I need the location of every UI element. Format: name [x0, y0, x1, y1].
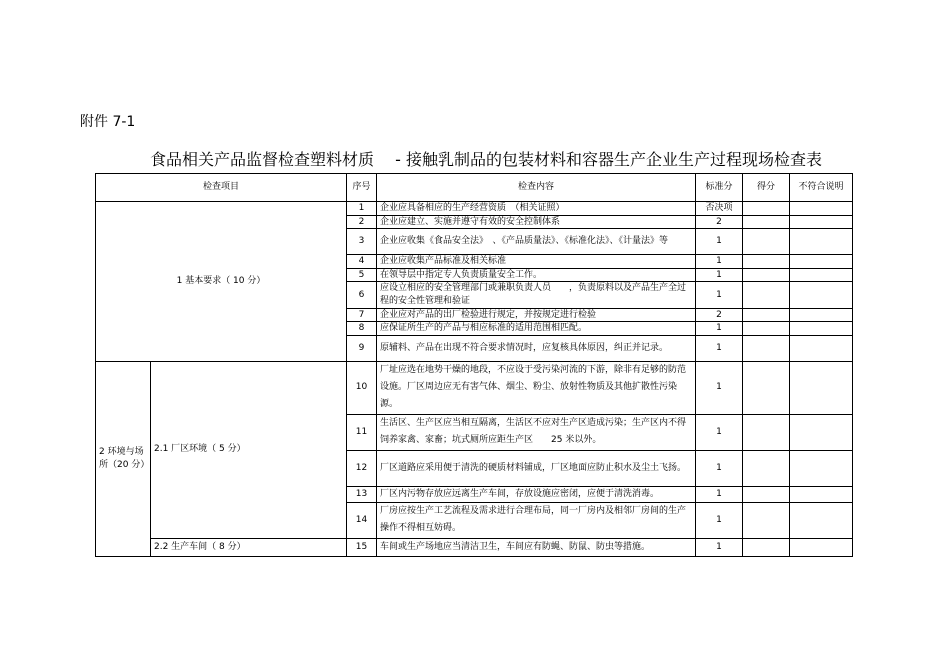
- row-standard-score: 1: [696, 322, 743, 336]
- row-note-cell[interactable]: [790, 450, 853, 486]
- row-number: 11: [347, 414, 377, 450]
- row-number: 15: [347, 538, 377, 556]
- section-basic-requirements: 1 基本要求（ 10 分）: [96, 202, 347, 362]
- header-standard-score: 标准分: [696, 174, 743, 202]
- row-content: 企业应收集产品标准及相关标准: [377, 255, 696, 269]
- header-item: 检查项目: [96, 174, 347, 202]
- header-content: 检查内容: [377, 174, 696, 202]
- row-content: 企业应收集《食品安全法》 、《产品质量法》、《标准化法》、《计量法》等: [377, 229, 696, 255]
- row-standard-score: 1: [696, 282, 743, 308]
- table-row: [96, 202, 853, 216]
- row-number: 14: [347, 502, 377, 538]
- row-number: 1: [347, 202, 377, 216]
- row-score-cell[interactable]: [743, 538, 790, 556]
- row-score-cell[interactable]: [743, 335, 790, 361]
- row-note-cell[interactable]: [790, 308, 853, 322]
- row-score-cell[interactable]: [743, 255, 790, 269]
- row-note-cell[interactable]: [790, 538, 853, 556]
- row-standard-score: 1: [696, 335, 743, 361]
- row-content: 生活区、生产区应当相互隔离，生活区不应对生产区造成污染；生产区内不得饲养家禽、家畜；坑式厕所应距生产区 25 米以外。: [377, 414, 696, 450]
- row-content: 原辅料、产品在出现不符合要求情况时，应复核具体原因，纠正并记录。: [377, 335, 696, 361]
- row-content: 厂房应按生产工艺流程及需求进行合理布局，同一厂房内及相邻厂房间的生产操作不得相互妨碍。: [377, 502, 696, 538]
- row-score-cell[interactable]: [743, 502, 790, 538]
- header-score: 得分: [743, 174, 790, 202]
- row-content: 在领导层中指定专人负责质量安全工作。: [377, 268, 696, 282]
- row-content: 厂址应选在地势干燥的地段，不应设于受污染河流的下游，除非有足够的防范设施。厂区周边应无有害气体、烟尘、粉尘、放射性物质及其他扩散性污染源。: [377, 361, 696, 414]
- row-standard-score: 1: [696, 229, 743, 255]
- row-note-cell[interactable]: [790, 282, 853, 308]
- row-standard-score: 1: [696, 414, 743, 450]
- row-score-cell[interactable]: [743, 308, 790, 322]
- row-number: 12: [347, 450, 377, 486]
- row-content: 厂区内污物存放应远离生产车间，存放设施应密闭，应便于清洗消毒。: [377, 486, 696, 502]
- row-number: 3: [347, 229, 377, 255]
- row-content: 厂区道路应采用便于清洗的硬质材料铺成，厂区地面应防止积水及尘土飞扬。: [377, 450, 696, 486]
- row-note-cell[interactable]: [790, 202, 853, 216]
- row-score-cell[interactable]: [743, 268, 790, 282]
- row-content: 企业应对产品的出厂检验进行规定，并按规定进行检验: [377, 308, 696, 322]
- row-number: 9: [347, 335, 377, 361]
- annex-label: 附件 7-1: [80, 114, 136, 130]
- row-score-cell[interactable]: [743, 450, 790, 486]
- table-row: [96, 538, 853, 556]
- row-note-cell[interactable]: [790, 322, 853, 336]
- row-score-cell[interactable]: [743, 215, 790, 229]
- document-title: 食品相关产品监督检查塑料材质 - 接触乳制品的包装材料和容器生产企业生产过程现场检查表: [150, 150, 822, 169]
- row-standard-score: 1: [696, 538, 743, 556]
- row-score-cell[interactable]: [743, 486, 790, 502]
- row-score-cell[interactable]: [743, 361, 790, 414]
- header-nonconformity: 不符合说明: [790, 174, 853, 202]
- row-note-cell[interactable]: [790, 414, 853, 450]
- row-content: 应设立相应的安全管理部门或兼职负责人员 ，负责原料以及产品生产全过程的安全性管理和验证: [377, 282, 696, 308]
- row-number: 4: [347, 255, 377, 269]
- row-note-cell[interactable]: [790, 215, 853, 229]
- row-standard-score: 1: [696, 450, 743, 486]
- row-number: 8: [347, 322, 377, 336]
- row-note-cell[interactable]: [790, 335, 853, 361]
- subsection-factory-environment: 2.1 厂区环境（ 5 分）: [151, 361, 347, 538]
- row-standard-score: 否决项: [696, 202, 743, 216]
- row-standard-score: 1: [696, 361, 743, 414]
- row-content: 企业应建立、实施并遵守有效的安全控制体系: [377, 215, 696, 229]
- row-score-cell[interactable]: [743, 282, 790, 308]
- row-number: 2: [347, 215, 377, 229]
- row-content: 企业应具备相应的生产经营资质 （相关证照）: [377, 202, 696, 216]
- row-score-cell[interactable]: [743, 229, 790, 255]
- row-score-cell[interactable]: [743, 414, 790, 450]
- row-number: 7: [347, 308, 377, 322]
- inspection-table: [95, 173, 853, 557]
- row-standard-score: 1: [696, 486, 743, 502]
- row-note-cell[interactable]: [790, 268, 853, 282]
- row-number: 10: [347, 361, 377, 414]
- table-row: [96, 361, 853, 414]
- row-standard-score: 1: [696, 268, 743, 282]
- section-environment: 2 环境与场所（20 分）: [96, 361, 151, 556]
- row-score-cell[interactable]: [743, 322, 790, 336]
- row-standard-score: 1: [696, 502, 743, 538]
- row-standard-score: 2: [696, 215, 743, 229]
- row-standard-score: 1: [696, 255, 743, 269]
- row-number: 13: [347, 486, 377, 502]
- row-note-cell[interactable]: [790, 502, 853, 538]
- header-seq: 序号: [347, 174, 377, 202]
- row-note-cell[interactable]: [790, 361, 853, 414]
- row-number: 6: [347, 282, 377, 308]
- row-number: 5: [347, 268, 377, 282]
- row-score-cell[interactable]: [743, 202, 790, 216]
- table-header-row: [96, 174, 853, 202]
- row-content: 车间或生产场地应当清洁卫生，车间应有防蝇、防鼠、防虫等措施。: [377, 538, 696, 556]
- row-standard-score: 2: [696, 308, 743, 322]
- row-note-cell[interactable]: [790, 255, 853, 269]
- row-note-cell[interactable]: [790, 229, 853, 255]
- row-note-cell[interactable]: [790, 486, 853, 502]
- subsection-production-workshop: 2.2 生产车间（ 8 分）: [151, 538, 347, 556]
- row-content: 应保证所生产的产品与相应标准的适用范围相匹配。: [377, 322, 696, 336]
